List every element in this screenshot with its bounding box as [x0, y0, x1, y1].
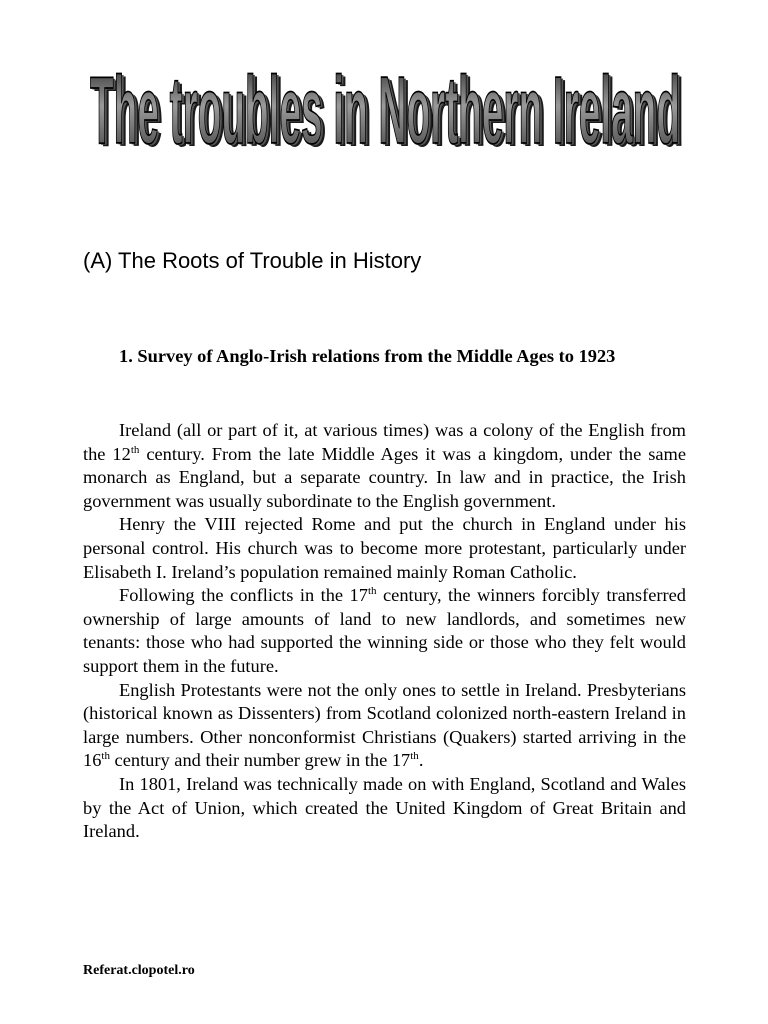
paragraph: [83, 773, 686, 844]
paragraph-text: Following the conflicts in the 17: [119, 585, 368, 606]
wordart-title-depth: The troubles in Northern Ireland: [92, 62, 683, 162]
paragraph-text: .: [418, 750, 424, 771]
superscript: th: [101, 750, 110, 763]
wordart-title-shadow: The troubles in Northern Ireland: [94, 62, 685, 162]
paragraph: [83, 513, 686, 584]
wordart-title: [80, 62, 690, 162]
wordart-title-face: The troubles in Northern Ireland: [90, 62, 681, 162]
paragraph-text: English Protestants were not the only ones to settle in Ireland. Presbyterians (historical known as Dissenters) from Scotland colonized north-eastern Ireland in large numbers. Other nonconformist Christians (Quakers) started arriving in the 16: [83, 679, 686, 771]
paragraph-text: Ireland (all or part of it, at various times) was a colony of the English from the 12: [83, 420, 686, 464]
paragraph: [83, 419, 686, 513]
superscript: th: [410, 750, 419, 763]
section-heading: (A) The Roots of Trouble in History: [83, 248, 422, 273]
paragraph: [83, 584, 686, 678]
subheading: 1. Survey of Anglo-Irish relations from the Middle Ages to 1923: [119, 346, 616, 366]
paragraph-text: century. From the late Middle Ages it was a kingdom, under the same monarch as England, but a separate country. In law and in practice, the Irish government was usually subordinate to the English government.: [83, 443, 686, 511]
paragraph-text: Henry the VIII rejected Rome and put the church in England under his personal control. His church was to become more protestant, particularly under Elisabeth I. Ireland’s population remained mainly Roman Catholic.: [83, 514, 686, 582]
superscript: th: [130, 443, 140, 456]
footer-site-credit: Referat.clopotel.ro: [83, 963, 195, 978]
paragraph-text: century, the winners forcibly transferred ownership of large amounts of land to new landlords, and sometimes new tenants: those who had supported the winning side or those who they felt would support them in the future.: [83, 585, 686, 676]
paragraph: [83, 679, 686, 773]
paragraph-text: century and their number grew in the 17: [109, 750, 411, 771]
paragraph-text: In 1801, Ireland was technically made on with England, Scotland and Wales by the Act of Union, which created the United Kingdom of Great Britain and Ireland.: [83, 773, 686, 842]
superscript: th: [367, 585, 377, 598]
wordart-title-graphic: [80, 62, 690, 162]
body-text: [83, 419, 686, 844]
